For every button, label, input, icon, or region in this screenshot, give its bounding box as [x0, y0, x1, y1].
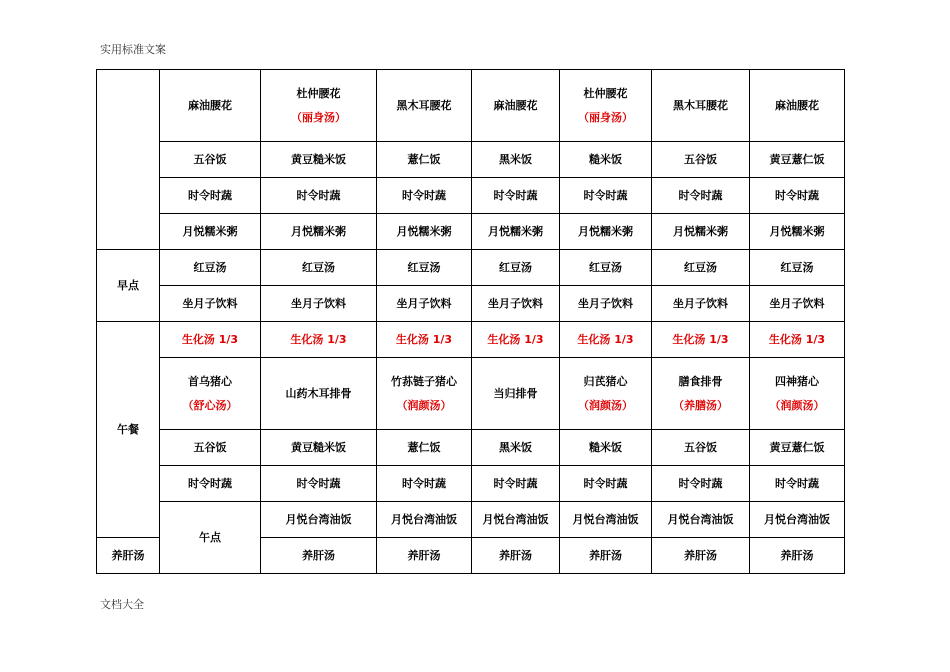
dish-name: 麻油腰花 — [775, 98, 819, 112]
menu-cell: 生化汤 1/3 — [750, 322, 845, 358]
section-blank — [97, 70, 160, 250]
dish-name: 麻油腰花 — [493, 98, 538, 112]
menu-cell: 五谷饭 — [160, 142, 261, 178]
soup-note: （润颜汤） — [769, 398, 825, 412]
menu-cell: 养肝汤 — [560, 538, 652, 574]
section-label: 早点 — [97, 250, 160, 322]
dish-name: 杜仲腰花 — [296, 86, 341, 100]
menu-cell: 五谷饭 — [652, 430, 750, 466]
menu-cell: 坐月子饮料 — [750, 286, 845, 322]
menu-cell: 黄豆糙米饭 — [261, 142, 377, 178]
menu-cell — [652, 70, 750, 142]
menu-cell: 生化汤 1/3 — [560, 322, 652, 358]
menu-row-row-lunch-main — [97, 358, 845, 430]
menu-cell: 时令时蔬 — [261, 178, 377, 214]
menu-cell: 时令时蔬 — [560, 178, 652, 214]
menu-cell: 生化汤 1/3 — [160, 322, 261, 358]
menu-row-row-shenghua — [97, 322, 845, 358]
menu-cell: 糙米饭 — [560, 142, 652, 178]
menu-cell: 时令时蔬 — [160, 178, 261, 214]
soup-note: （丽身汤） — [291, 110, 346, 124]
soup-note: （舒心汤） — [182, 398, 238, 412]
menu-cell: 时令时蔬 — [377, 466, 472, 502]
soup-note: （养膳汤） — [673, 398, 728, 412]
menu-cell — [652, 358, 750, 430]
menu-cell — [377, 70, 472, 142]
menu-cell: 坐月子饮料 — [377, 286, 472, 322]
page-header: 实用标准文案 — [100, 43, 166, 56]
menu-cell: 月悦台湾油饭 — [261, 502, 377, 538]
menu-cell: 月悦台湾油饭 — [750, 502, 845, 538]
menu-cell: 红豆汤 — [560, 250, 652, 286]
menu-cell: 黄豆薏仁饭 — [750, 142, 845, 178]
menu-cell: 月悦糯米粥 — [652, 214, 750, 250]
menu-cell: 薏仁饭 — [377, 430, 472, 466]
menu-cell: 养肝汤 — [261, 538, 377, 574]
menu-cell — [560, 70, 652, 142]
menu-cell: 薏仁饭 — [377, 142, 472, 178]
menu-cell: 红豆汤 — [652, 250, 750, 286]
menu-cell — [750, 358, 845, 430]
menu-row-row-veg2 — [97, 466, 845, 502]
menu-cell — [160, 358, 261, 430]
menu-cell: 时令时蔬 — [750, 178, 845, 214]
menu-row-row-rice2 — [97, 430, 845, 466]
menu-cell: 时令时蔬 — [377, 178, 472, 214]
menu-cell: 黑米饭 — [472, 142, 560, 178]
dish-name: 黑木耳腰花 — [396, 98, 452, 112]
dish-name: 杜仲腰花 — [583, 86, 628, 100]
dish-name: 竹荪链子猪心 — [391, 374, 457, 388]
menu-cell: 时令时蔬 — [652, 178, 750, 214]
menu-cell: 养肝汤 — [377, 538, 472, 574]
menu-row-row-redbean — [97, 250, 845, 286]
menu-cell: 月悦台湾油饭 — [560, 502, 652, 538]
menu-cell — [560, 358, 652, 430]
menu-cell: 月悦台湾油饭 — [652, 502, 750, 538]
dish-name: 归芪猪心 — [583, 374, 628, 388]
menu-cell: 养肝汤 — [750, 538, 845, 574]
menu-cell: 红豆汤 — [377, 250, 472, 286]
menu-cell: 红豆汤 — [750, 250, 845, 286]
dish-name: 四神猪心 — [775, 374, 819, 388]
menu-cell: 时令时蔬 — [472, 178, 560, 214]
menu-cell: 时令时蔬 — [472, 466, 560, 502]
menu-row-row-porridge — [97, 214, 845, 250]
menu-cell: 月悦糯米粥 — [750, 214, 845, 250]
menu-cell: 月悦糯米粥 — [160, 214, 261, 250]
section-label: 午点 — [160, 502, 261, 574]
menu-row-row-drink — [97, 286, 845, 322]
menu-cell — [160, 70, 261, 142]
menu-cell: 时令时蔬 — [261, 466, 377, 502]
menu-cell: 坐月子饮料 — [472, 286, 560, 322]
menu-cell: 生化汤 1/3 — [472, 322, 560, 358]
soup-note: （丽身汤） — [578, 110, 633, 124]
menu-cell: 时令时蔬 — [652, 466, 750, 502]
menu-row-row-oilrice — [97, 502, 845, 538]
menu-cell — [472, 358, 560, 430]
menu-cell: 月悦台湾油饭 — [472, 502, 560, 538]
menu-cell: 坐月子饮料 — [652, 286, 750, 322]
menu-table — [96, 69, 845, 574]
menu-cell: 生化汤 1/3 — [652, 322, 750, 358]
menu-cell: 月悦糯米粥 — [472, 214, 560, 250]
dish-name: 麻油腰花 — [188, 98, 232, 112]
menu-cell: 糙米饭 — [560, 430, 652, 466]
menu-cell: 生化汤 1/3 — [377, 322, 472, 358]
menu-cell — [261, 358, 377, 430]
menu-cell: 月悦台湾油饭 — [377, 502, 472, 538]
menu-cell: 生化汤 1/3 — [261, 322, 377, 358]
menu-cell: 养肝汤 — [472, 538, 560, 574]
menu-cell: 坐月子饮料 — [160, 286, 261, 322]
dish-name: 首乌猪心 — [188, 374, 232, 388]
dish-name: 膳食排骨 — [678, 374, 723, 388]
menu-cell: 五谷饭 — [652, 142, 750, 178]
menu-cell — [261, 70, 377, 142]
dish-name: 黑木耳腰花 — [673, 98, 728, 112]
menu-row-row-rice1 — [97, 142, 845, 178]
menu-cell: 红豆汤 — [472, 250, 560, 286]
menu-cell: 时令时蔬 — [560, 466, 652, 502]
soup-note: （润颜汤） — [396, 398, 452, 412]
menu-cell: 坐月子饮料 — [560, 286, 652, 322]
menu-cell — [472, 70, 560, 142]
soup-note: （润颜汤） — [578, 398, 633, 412]
menu-cell: 黄豆薏仁饭 — [750, 430, 845, 466]
menu-cell: 红豆汤 — [261, 250, 377, 286]
menu-row-row-main — [97, 70, 845, 142]
menu-cell: 红豆汤 — [160, 250, 261, 286]
menu-cell: 月悦糯米粥 — [377, 214, 472, 250]
menu-cell: 养肝汤 — [652, 538, 750, 574]
menu-row-row-veg1 — [97, 178, 845, 214]
dish-name: 山药木耳排骨 — [285, 386, 352, 400]
page-footer: 文档大全 — [100, 598, 144, 611]
section-label: 午餐 — [97, 322, 160, 538]
menu-cell — [377, 358, 472, 430]
dish-name: 当归排骨 — [493, 386, 538, 400]
menu-cell: 月悦糯米粥 — [261, 214, 377, 250]
menu-cell: 坐月子饮料 — [261, 286, 377, 322]
menu-cell — [750, 70, 845, 142]
menu-cell: 养肝汤 — [97, 538, 160, 574]
menu-cell: 时令时蔬 — [750, 466, 845, 502]
menu-cell: 五谷饭 — [160, 430, 261, 466]
menu-body — [97, 70, 845, 574]
menu-cell: 黑米饭 — [472, 430, 560, 466]
menu-cell: 月悦糯米粥 — [560, 214, 652, 250]
menu-cell: 时令时蔬 — [160, 466, 261, 502]
menu-cell: 黄豆糙米饭 — [261, 430, 377, 466]
